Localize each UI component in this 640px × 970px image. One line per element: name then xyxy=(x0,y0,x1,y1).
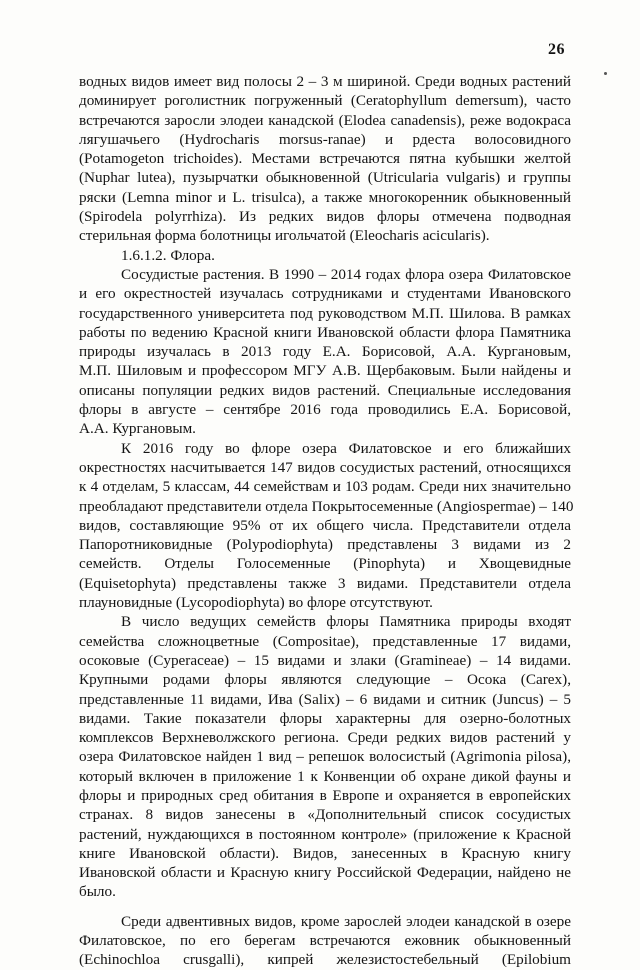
text-line: работы по ведению Красной книги Ивановской области флора Памятника xyxy=(79,323,571,341)
text-line: М.П. Шиловым и профессором МГУ А.В. Щербаковым. Были найдены и xyxy=(79,362,571,380)
text-line: встречаются заросли элодеи канадской (Elodea canadensis), реже водокраса xyxy=(79,111,571,129)
paragraph-gap xyxy=(79,902,571,912)
text-line: лягушачьего (Hydrocharis morsus-ranae) и рдеста волосовидного xyxy=(79,130,571,148)
text-line: осоковые (Cyperaceae) – 15 видами и злаки (Gramineae) – 14 видами. xyxy=(79,651,571,669)
text-line: представленные 11 видами, Ива (Salix) – 6 видами и ситник (Juncus) – 5 xyxy=(79,690,571,708)
text-line: стерильная форма болотницы игольчатой (Eleocharis acicularis). xyxy=(79,227,490,245)
text-line: А.А. Кургановым. xyxy=(79,420,196,438)
text-line: странах. 8 видов занесены в «Дополнительный список сосудистых xyxy=(79,806,571,824)
text-line: Крупными родами флоры являются следующие – Осока (Carex), xyxy=(79,671,571,689)
text-line: описаны популяции редких видов растений. Специальные исследования xyxy=(79,381,571,399)
text-line: водных видов имеет вид полосы 2 – 3 м шириной. Среди водных растений xyxy=(79,73,571,90)
text-line: видов, составляющие 95% от их общего числа. Представители отдела xyxy=(79,516,571,534)
text-line: К 2016 году во флоре озера Филатовское и его ближайших xyxy=(121,439,571,457)
text-line: (Echinochloa crusgalli), кипрей железистостебельный (Epilobium xyxy=(79,951,571,969)
text-line: комплексов Верхневолжского региона. Среди редких видов растений у xyxy=(79,729,571,747)
text-line: было. xyxy=(79,883,116,901)
text-line: окрестностях насчитывается 147 видов сосудистых растений, относящихся xyxy=(79,458,571,476)
text-line: Сосудистые растения. В 1990 – 2014 годах флора озера Филатовское xyxy=(121,265,571,283)
text-line: (Nuphar lutea), пузырчатки обыкновенной (Utricularia vulgaris) и группы xyxy=(79,169,571,187)
text-line: Ивановской области и Красную книгу Российской Федерации, найдено не xyxy=(79,864,571,882)
text-line: растений, нуждающихся в постоянном контроле» (приложение к Красной xyxy=(79,825,571,843)
text-line: плауновидные (Lycopodiophyta) во флоре отсутствуют. xyxy=(79,594,433,612)
text-line: озера Филатовское найден 1 вид – репешок волосистый (Agrimonia pilosa), xyxy=(79,748,571,766)
text-line: Филатовское, по его берегам встречаются ежовник обыкновенный xyxy=(79,932,571,950)
text-line: видами. Такие показатели флоры характерны для озерно-болотных xyxy=(79,709,571,727)
text-line: природы изучалась в 2013 году Е.А. Борисовой, А.А. Кургановым, xyxy=(79,343,571,361)
text-line: (Equisetophyta) представлены также 3 видами. Представители отдела xyxy=(79,574,571,592)
text-line: флоры в августе – сентябре 2016 года проводились Е.А. Борисовой, xyxy=(79,401,571,419)
text-line: преобладают представители отдела Покрытосеменные (Angiospermae) – 140 xyxy=(79,497,574,515)
text-line: государственного университета под руководством М.П. Шилова. В рамках xyxy=(79,304,571,322)
text-line: доминирует роголистник погруженный (Ceratophyllum demersum), часто xyxy=(79,92,571,110)
page-number: 26 xyxy=(548,41,565,58)
text-line: Папоротниковидные (Polypodiophyta) представлены 3 видами из 2 xyxy=(79,536,571,554)
text-line: ряски (Lemna minor и L. trisulca), а также многокоренник обыкновенный xyxy=(79,188,571,206)
text-line: семейств. Отделы Голосеменные (Pinophyta) и Хвощевидные xyxy=(79,555,571,573)
text-line: (Potamogeton trichoides). Местами встречаются пятна кубышки желтой xyxy=(79,150,571,168)
text-line: который включен в приложение 1 к Конвенции об охране дикой фауны и xyxy=(79,767,571,785)
text-line: флоры и природных сред обитания в Европе и охраняется в европейских xyxy=(79,786,571,804)
text-line: и его окрестностей изучалась сотрудниками и студентами Ивановского xyxy=(79,285,571,303)
text-line: к 4 отделам, 5 классам, 44 семействам и 103 родам. Среди них значительно xyxy=(79,478,571,496)
body-text xyxy=(79,72,574,970)
text-line: 1.6.1.2. Флора. xyxy=(121,246,215,264)
text-line: (Spirodela polyrrhiza). Из редких видов флоры отмечена подводная xyxy=(79,208,571,226)
text-line: семейства сложноцветные (Compositae), представленные 17 видами, xyxy=(79,632,571,650)
text-line: Среди адвентивных видов, кроме зарослей элодеи канадской в озере xyxy=(121,912,571,930)
text-line: книге Ивановской области). Видов, занесенных в Красную книгу xyxy=(79,844,571,862)
scan-speck xyxy=(604,72,607,75)
text-line: В число ведущих семейств флоры Памятника природы входят xyxy=(121,613,571,631)
